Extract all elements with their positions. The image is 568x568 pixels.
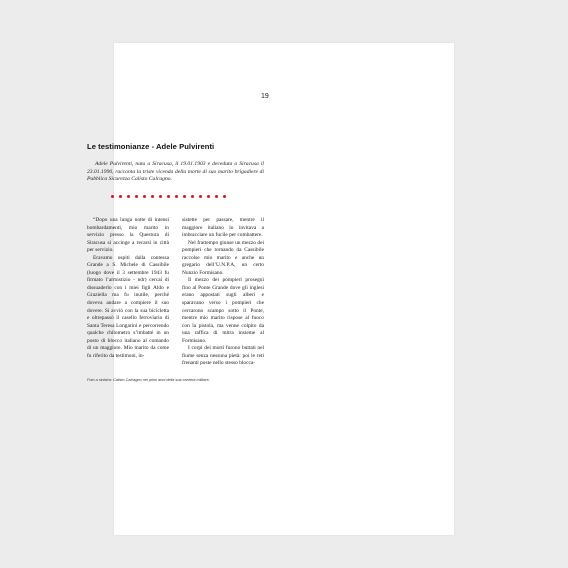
page-number: 19 [261,93,269,100]
divider-dot [215,195,218,198]
divider-dot [127,195,130,198]
text-column-right [182,217,264,368]
divider-dot [167,195,170,198]
divider-dot [207,195,210,198]
paragraph: Eravamo ospiti dalla contessa Grande a S. Michele di Cassibile (luogo dove il 3 settembre 1943 fu firmato l’armistizio - ndr) cercai di dissuaderlo con i miei figli Aldo e Graziella ma fu inutile, perché doveva andare a compiere il suo dovere. Si avviò con la sua bicicletta e oltrepassò il casello ferroviario di Santa Teresa Longarini e percorrendo qualche chilometro s’imbatté in un posto di blocco italiano al comando di un maggiore. Mio marito da come fu riferito da testimoni, in- [87,254,169,359]
text-column-left [87,217,169,360]
divider-dot [135,195,138,198]
divider-dot [199,195,202,198]
paragraph: Nel frattempo giunse un mezzo dei pompieri che tornando da Cassibile raccolse mio marito e anche un gregario dell’U.N.P.A, un certo Nunzio Formisano. [182,239,264,276]
paragraph: “Dopo una lunga notte di intensi bombardamenti, mio marito in servizio presso la Questura di Siracusa si accinge a recarsi in città per servizio. [87,217,169,254]
divider-dot [223,195,226,198]
divider-dot [175,195,178,198]
divider-dot [119,195,122,198]
page-title: Le testimonianze - Adele Pulvirenti [87,142,215,151]
divider-dot [183,195,186,198]
divider-dot [151,195,154,198]
divider-dot [191,195,194,198]
paragraph: Il mezzo dei pompieri proseguì fino al Ponte Grande dove gli inglesi erano appostati sugli alberi e sparavano verso i pompieri che cercarono scampo sotto il Ponte, mentre mio marito rispose al fuoco con la pistola, ma venne colpito da una raffica di mitra insieme al Formisano. [182,277,264,344]
divider-dot [111,195,114,198]
paragraph: I corpi dei morti furono buttati nel fiume senza nessuna pietà: poi le reti frenanti poste nello stesso blocca- [182,345,264,367]
divider-dot [159,195,162,198]
intro-paragraph: Adele Pulvirenti, nata a Siracusa, il 19.01.1903 e deceduta a Siracusa il 23.01.1990, racconta la triste vicenda della morte di suo marito brigadiere di Pubblica Sicurezza Calisto Calcagno. [87,161,264,183]
photo-caption: Foto a sinistra: Calisto Calcagno nei primi anni della sua carriera militare. [87,378,210,382]
paragraph: sistette per passare, mentre il maggiore italiano lo invitava a imbracciare un fucile per combattere. [182,217,264,239]
dot-divider [111,195,226,198]
divider-dot [143,195,146,198]
